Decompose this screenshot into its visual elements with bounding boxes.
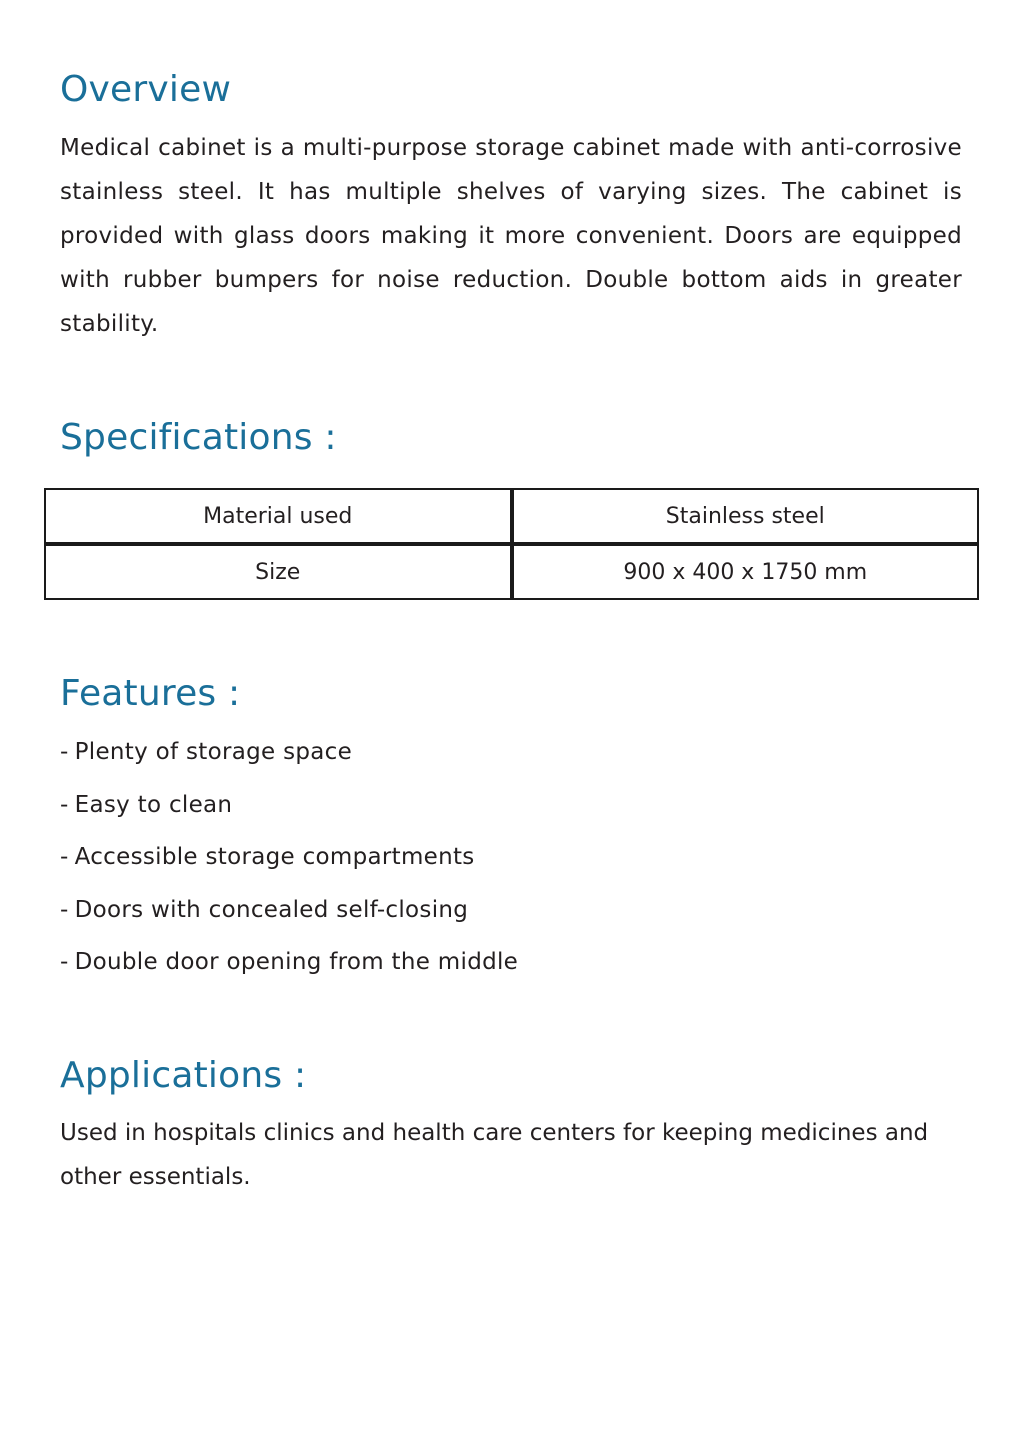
applications-text: Used in hospitals clinics and health care centers for keeping medicines and other essentials. — [60, 1120, 929, 1190]
table-row — [45, 489, 978, 544]
bullet-dash: - — [60, 739, 69, 765]
list-item — [60, 888, 518, 941]
list-item — [60, 940, 518, 993]
feature-text: Easy to clean — [74, 791, 233, 818]
overview-text: Medical cabinet is a multi-purpose storage cabinet made with anti-corrosive stainless steel. It has multiple shelves of varying sizes. The cabinet is provided with glass doors making it more convenient. Doors are equipped with rubber bumpers for noise reduction. Double bottom aids in greater stability. — [60, 135, 962, 337]
table-row — [45, 544, 978, 599]
features-heading: Features : — [60, 673, 241, 714]
overview-heading: Overview — [60, 69, 232, 110]
feature-text: Doors with concealed self-closing — [74, 896, 469, 923]
spec-value: Stainless steel — [512, 489, 979, 544]
list-item — [60, 835, 518, 888]
bullet-dash: - — [60, 791, 69, 818]
feature-text: Double door opening from the middle — [74, 949, 519, 975]
bullet-dash: - — [60, 896, 69, 923]
bullet-dash: - — [60, 949, 69, 975]
feature-text: Accessible storage compartments — [74, 844, 475, 870]
spec-label: Material used — [45, 489, 512, 544]
list-item — [60, 730, 518, 783]
features-list — [60, 730, 518, 993]
specifications-heading: Specifications : — [60, 417, 337, 458]
list-item — [60, 783, 518, 836]
applications-heading: Applications : — [60, 1055, 307, 1096]
spec-value: 900 x 400 x 1750 mm — [512, 544, 979, 599]
specifications-table — [44, 488, 979, 600]
bullet-dash: - — [60, 844, 69, 870]
feature-text: Plenty of storage space — [74, 739, 353, 765]
spec-label: Size — [45, 544, 512, 599]
